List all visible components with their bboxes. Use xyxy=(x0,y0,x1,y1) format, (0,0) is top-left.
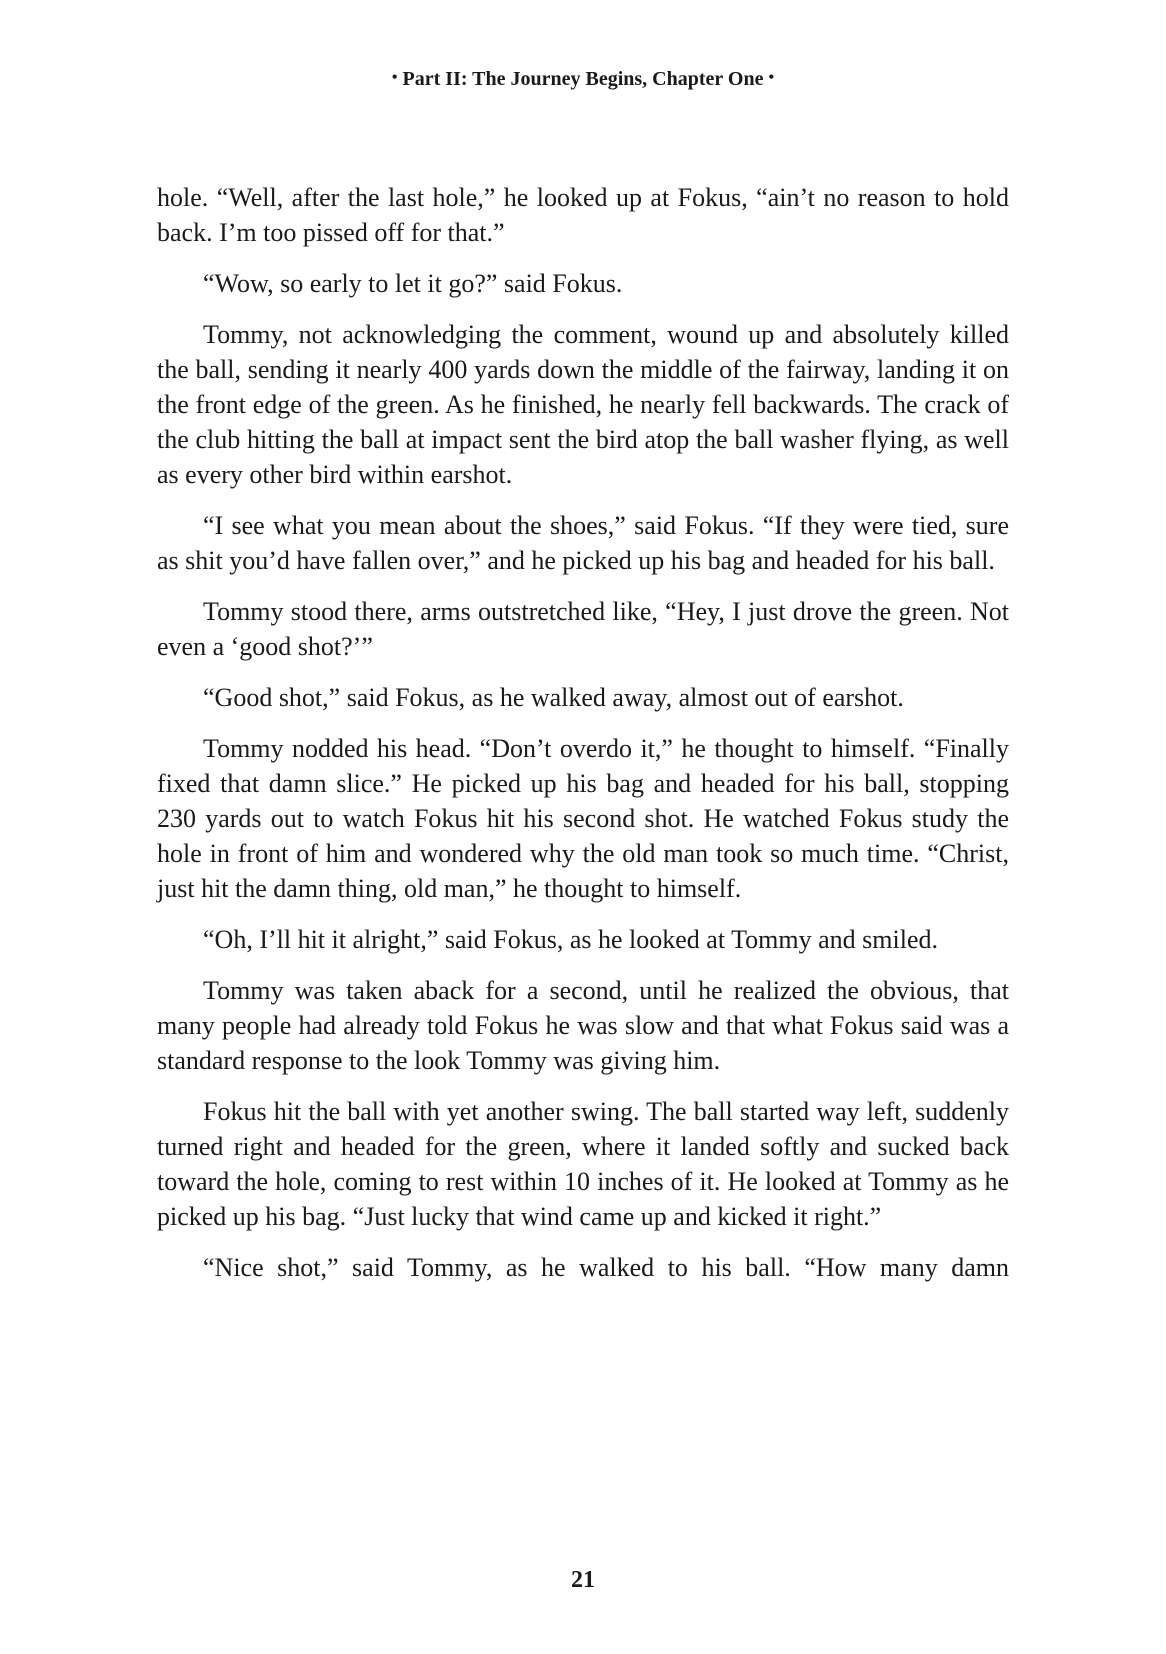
chapter-title: Part II: The Journey Begins, Chapter One xyxy=(402,68,764,90)
header-bullet-left: • xyxy=(391,69,398,86)
paragraph: “I see what you mean about the shoes,” said Fokus. “If they were tied, sure as shit you’d have fallen over,” and he picked up his bag and headed for his ball. xyxy=(157,511,1009,575)
paragraph: “Oh, I’ll hit it alright,” said Fokus, as he looked at Tommy and smiled. xyxy=(203,925,938,954)
running-header xyxy=(0,66,1166,94)
page-number: 21 xyxy=(571,1567,595,1593)
paragraph: Tommy nodded his head. “Don’t overdo it,” he thought to himself. “Finally fixed that damn slice.” He picked up his bag and headed for his ball, stopping 230 yards out to watch Fokus hit his second shot. He watched Fokus study the hole in front of him and wondered why the old man took so much time. “Christ, just hit the damn thing, old man,” he thought to himself. xyxy=(157,734,1009,903)
header-bullet-right: • xyxy=(768,69,775,86)
paragraph: “Good shot,” said Fokus, as he walked away, almost out of earshot. xyxy=(203,683,904,712)
body-text xyxy=(157,180,1009,1285)
paragraph: hole. “Well, after the last hole,” he looked up at Fokus, “ain’t no reason to hold back. I’m too pissed off for that.” xyxy=(157,183,1009,247)
paragraph: Fokus hit the ball with yet another swing. The ball started way left, suddenly turned right and headed for the green, where it landed softly and sucked back toward the hole, coming to rest within 10 inches of it. He looked at Tommy as he picked up his bag. “Just lucky that wind came up and kicked it right.” xyxy=(157,1097,1009,1231)
paragraph: “Nice shot,” said Tommy, as he walked to his ball. “How many damn xyxy=(203,1253,1009,1282)
paragraph: Tommy, not acknowledging the comment, wound up and absolutely killed the ball, sending it nearly 400 yards down the middle of the fairway, landing it on the front edge of the green. As he finished, he nearly fell backwards. The crack of the club hitting the ball at impact sent the bird atop the ball washer flying, as well as every other bird within earshot. xyxy=(157,320,1009,489)
paragraph: “Wow, so early to let it go?” said Fokus. xyxy=(203,269,623,298)
paragraph: Tommy was taken aback for a second, until he realized the obvious, that many people had already told Fokus he was slow and that what Fokus said was a standard response to the look Tommy was giving him. xyxy=(157,976,1009,1075)
paragraph: Tommy stood there, arms outstretched like, “Hey, I just drove the green. Not even a ‘good shot?’” xyxy=(157,597,1009,661)
